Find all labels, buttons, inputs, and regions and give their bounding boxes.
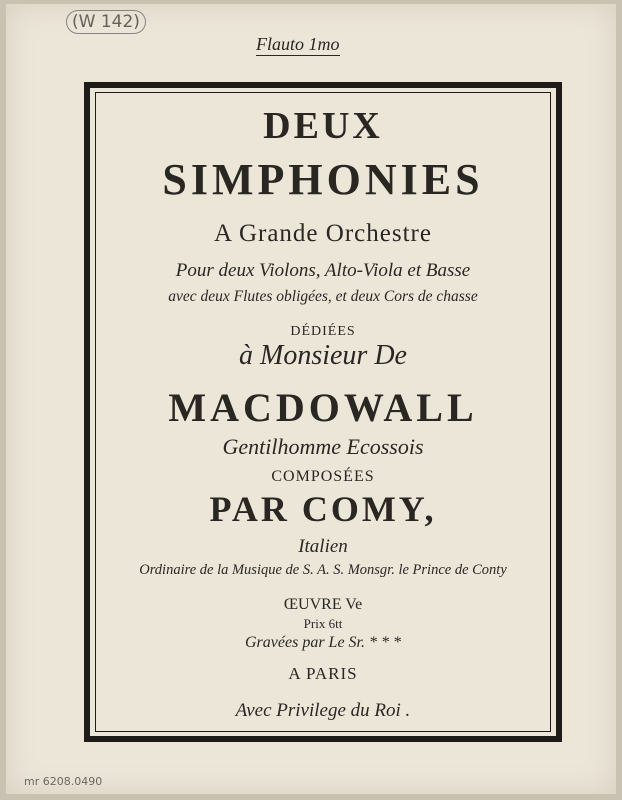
title-line-2: SIMPHONIES [162,155,484,204]
dedicatee-description: Gentilhomme Ecossois [222,434,424,459]
instrumentation-line-2: avec deux Flutes obligées, et deux Cors de chasse [168,288,478,305]
composer-label: COMPOSÉES [271,468,375,485]
privilege: Avec Privilege du Roi . [235,700,411,721]
dedication-label: DÉDIÉES [290,324,356,339]
shelfmark: mr 6208.0490 [24,775,103,788]
catalog-mark: (W 142) [66,10,146,34]
dedication-to [95,340,551,372]
opus-number: ŒUVRE Ve [283,596,363,613]
place-of-publication: A PARIS [288,664,358,683]
engraver: Gravées par Le Sr. * * * [245,634,401,651]
part-label: Flauto 1mo [256,34,340,54]
composer-origin: Italien [298,536,348,557]
title-line-1: DEUX [263,105,383,147]
composer-name: PAR COMY, [209,489,437,529]
dedicatee-name: MACDOWALL [168,385,478,430]
composer-post: Ordinaire de la Musique de S. A. S. Monsgr. le Prince de Conty [139,562,507,578]
instrumentation-line-1: Pour deux Violons, Alto-Viola et Basse [175,260,471,281]
dedication-to-text: à Monsieur De [239,340,407,371]
price: Prix 6tt [303,616,343,631]
title-line-3: A Grande Orchestre [214,220,432,247]
